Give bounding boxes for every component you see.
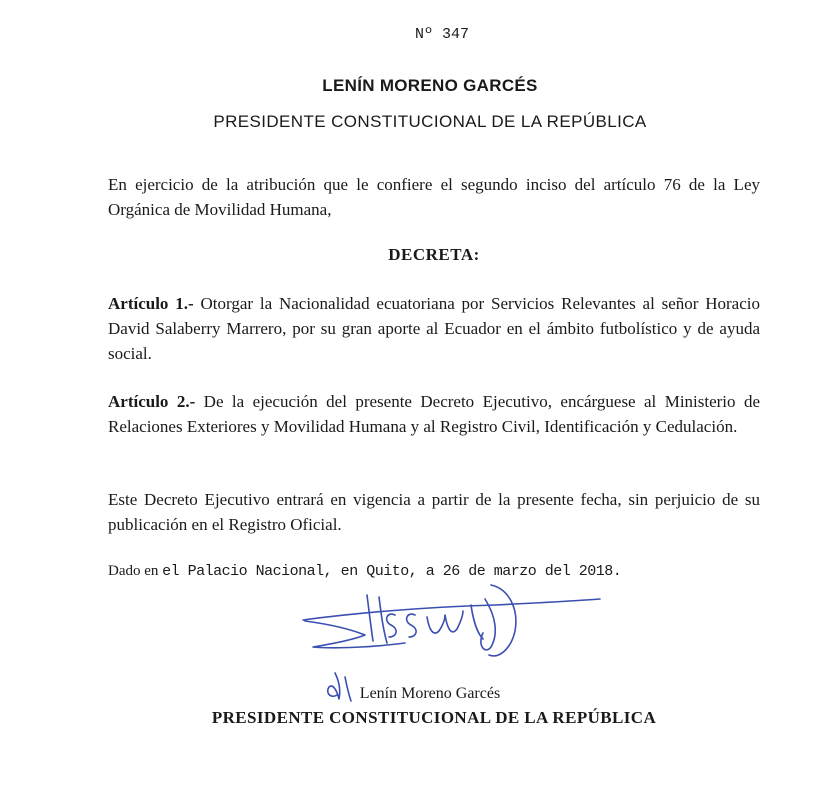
- preamble-paragraph: En ejercicio de la atribución que le confiere el segundo inciso del artículo 76 de la Ley Orgánica de Movilidad Humana,: [108, 175, 760, 219]
- article-2: [108, 389, 760, 439]
- header-president-title: PRESIDENTE CONSTITUCIONAL DE LA REPÚBLICA: [213, 112, 647, 131]
- signer-title: PRESIDENTE CONSTITUCIONAL DE LA REPÚBLICA: [211, 708, 657, 727]
- decree-number: Nº 347: [414, 26, 469, 43]
- header-president-name: LENÍN MORENO GARCÉS: [322, 76, 538, 95]
- article-1-label: Artículo 1.-: [108, 294, 194, 313]
- article-1: [108, 291, 760, 366]
- decreta-heading: DECRETA:: [388, 245, 480, 264]
- article-1-text: Otorgar la Nacionalidad ecuatoriana por Servicios Relevantes al señor Horacio David Salaberry Marrero, por su gran aporte al Ecuador en el ámbito futbolístico y de ayuda social.: [108, 294, 761, 363]
- dado-prefix: Dado en: [108, 563, 163, 579]
- signer-name: Lenín Moreno Garcés: [359, 685, 501, 702]
- dado-place-date: el Palacio Nacional, en Quito, a 26 de marzo del 2018.: [162, 563, 622, 580]
- article-2-text: De la ejecución del presente Decreto Ejecutivo, encárguese al Ministerio de Relaciones Exteriores y Movilidad Humana y al Registro Civil, Identificación y Cedulación.: [108, 392, 760, 436]
- article-2-label: Artículo 2.-: [108, 392, 196, 411]
- vigencia-paragraph: Este Decreto Ejecutivo entrará en vigencia a partir de la presente fecha, sin perjuicio de su publicación en el Registro Oficial.: [108, 490, 760, 534]
